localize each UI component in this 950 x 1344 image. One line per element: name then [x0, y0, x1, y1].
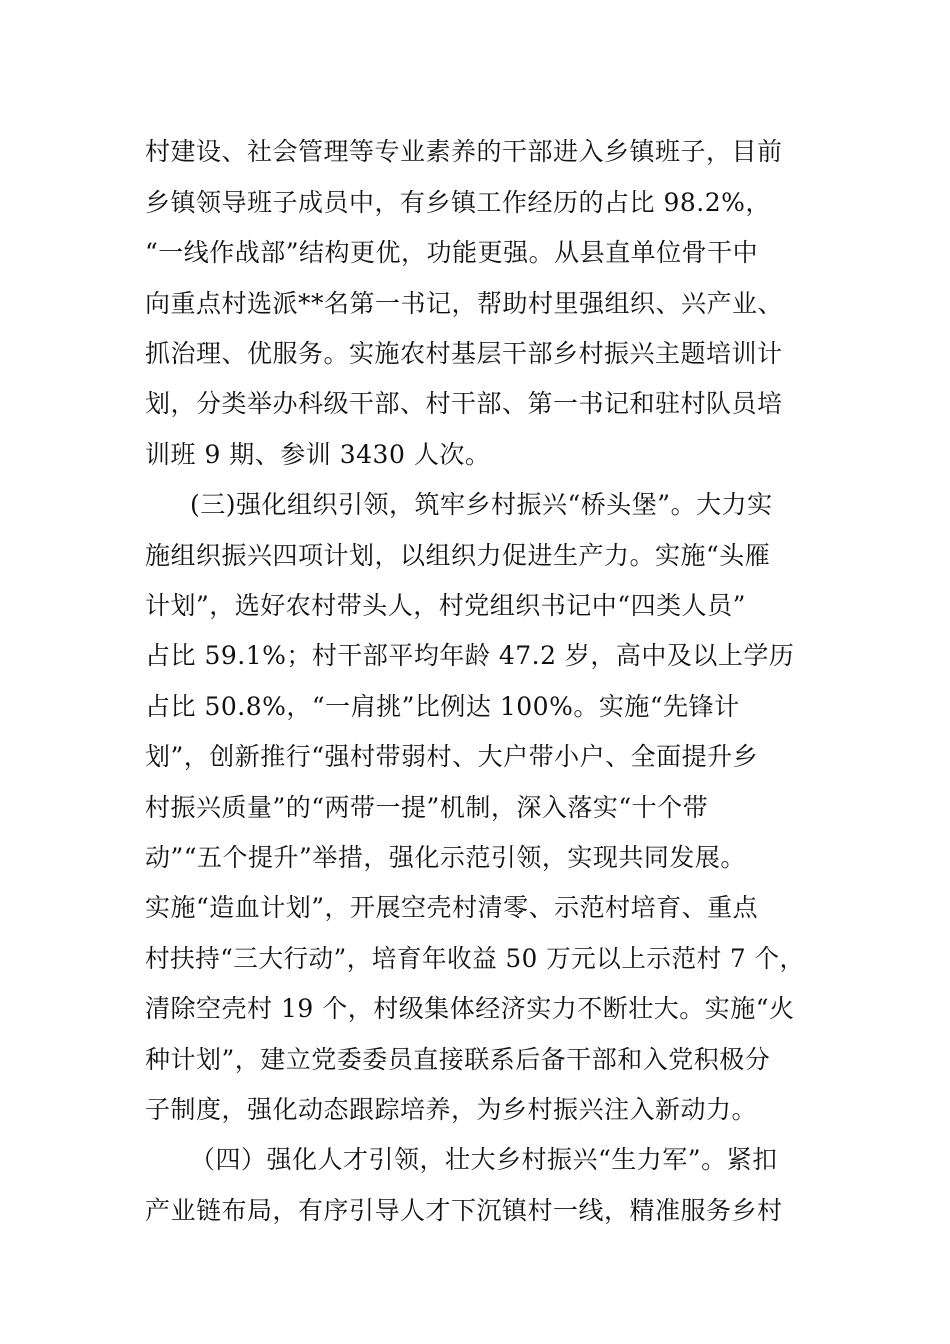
text-line: 实施“造血计划”，开展空壳村清零、示范村培育、重点 — [145, 893, 759, 922]
text-line: 种计划”，建立党委委员直接联系后备干部和入党积极分 — [145, 1045, 771, 1074]
text-line: 村振兴质量”的“两带一提”机制，深入落实“十个带 — [145, 793, 709, 822]
text-line: 训班 9 期、参训 3430 人次。 — [145, 440, 491, 469]
text-line: 施组织振兴四项计划，以组织力促进生产力。实施“头雁 — [145, 541, 771, 570]
text-line: 清除空壳村 19 个，村级集体经济实力不断壮大。实施“火 — [145, 994, 795, 1023]
text-line: 划”，创新推行“强村带弱村、大户带小户、全面提升乡 — [145, 742, 759, 771]
section-heading-3: (三)强化组织引领，筑牢乡村振兴“桥头堡”。大力实 — [190, 490, 773, 519]
text-line: 抓治理、优服务。实施农村基层干部乡村振兴主题培训计 — [145, 339, 783, 368]
text-line: 占比 59.1%；村干部平均年龄 47.2 岁，高中及以上学历 — [145, 641, 795, 670]
text-line: 动”“五个提升”举措，强化示范引领，实现共同发展。 — [145, 843, 746, 872]
text-line: “一线作战部”结构更优，功能更强。从县直单位骨干中 — [145, 238, 759, 267]
text-line: 村扶持“三大行动”，培育年收益 50 万元以上示范村 7 个， — [145, 944, 805, 973]
section-heading-4: （四）强化人才引领，壮大乡村振兴“生力军”。紧扣 — [190, 1145, 778, 1174]
text-line: 子制度，强化动态跟踪培养，为乡村振兴注入新动力。 — [145, 1095, 758, 1124]
text-line: 产业链布局，有序引导人才下沉镇村一线，精准服务乡村 — [145, 1196, 783, 1225]
text-line: 计划”，选好农村带头人，村党组织书记中“四类人员” — [145, 591, 746, 620]
text-line: 向重点村选派**名第一书记，帮助村里强组织、兴产业、 — [145, 289, 784, 318]
text-line: 划，分类举办科级干部、村干部、第一书记和驻村队员培 — [145, 389, 783, 418]
text-line: 村建设、社会管理等专业素养的干部进入乡镇班子，目前 — [145, 137, 783, 166]
text-line: 乡镇领导班子成员中，有乡镇工作经历的占比 98.2%， — [145, 188, 771, 217]
text-line: 占比 50.8%，“一肩挑”比例达 100%。实施“先锋计 — [145, 692, 740, 721]
